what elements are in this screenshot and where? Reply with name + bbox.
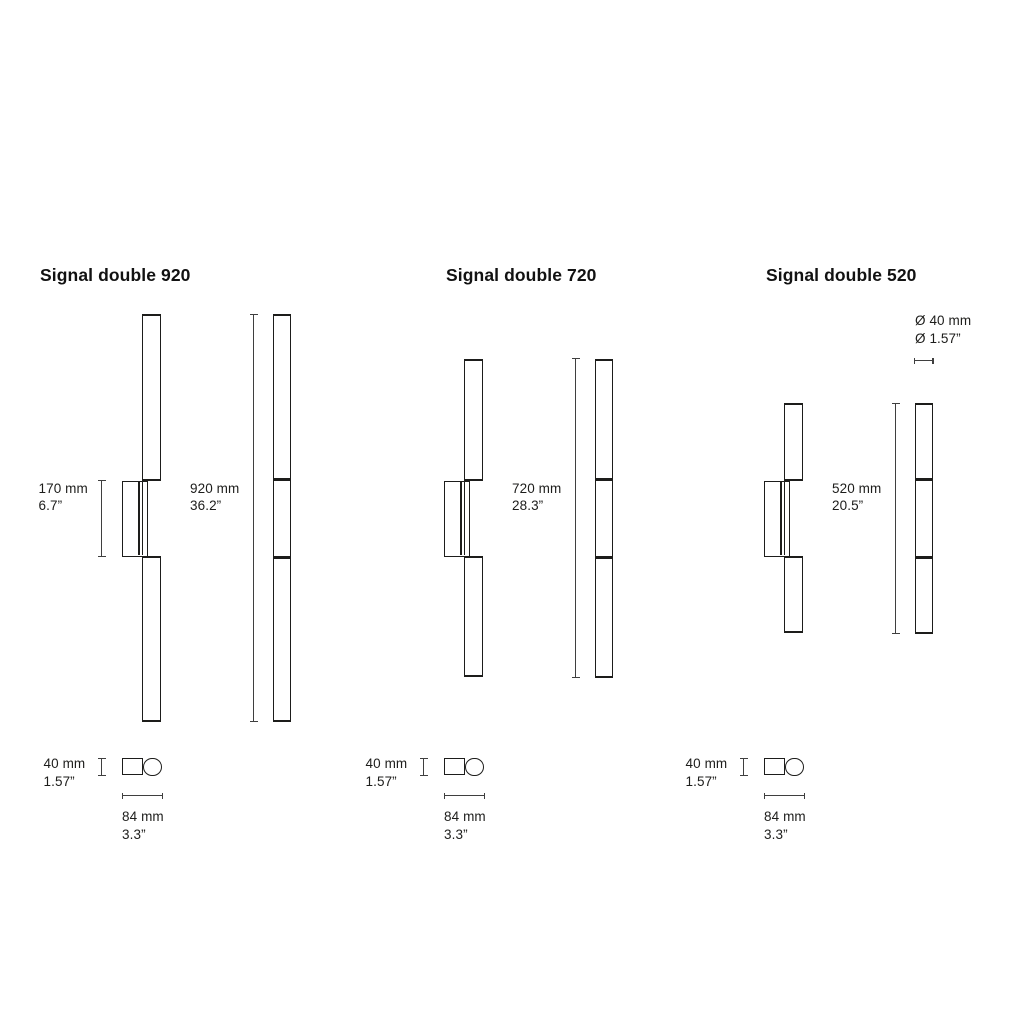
width-dimension-520-line [764,795,804,796]
top-view-bracket-520 [764,758,785,775]
depth-dim-mm-920: 40 mm [43,755,86,771]
wall-bracket-520 [764,481,790,557]
top-view-tube-circle-920 [143,758,162,777]
height-dimension-520-cap-top [892,403,900,404]
width-dim-inch-520: 3.3” [764,826,788,842]
depth-dimension-920-line [101,758,102,775]
diameter-dim-mm-520: Ø 40 mm [915,313,972,328]
depth-dim-inch-720: 1.57” [365,773,397,789]
wall-bracket-920 [122,481,148,557]
front-upper-tube-720 [464,359,483,481]
height-dim-mm-720: 720 mm [512,480,562,496]
diameter-dimension-520-cap-right [932,358,933,365]
top-view-tube-circle-720 [465,758,484,777]
width-dim-inch-720: 3.3” [444,826,468,842]
side-joint-bottom-920 [274,556,290,558]
height-dim-mm-520: 520 mm [832,480,882,496]
depth-dim-inch-520: 1.57” [685,773,717,789]
bracket-inner-line-920 [138,482,139,555]
side-joint-top-720 [596,478,612,480]
diameter-dim-inch-520: Ø 1.57” [915,331,961,346]
width-dimension-520-cap-right [804,793,805,800]
bracket-dim-inch-920: 6.7” [38,497,63,513]
tube-edge-line-520 [784,482,785,555]
bracket-inner-line-720 [460,482,461,555]
height-dimension-520-line [895,403,896,634]
height-dim-inch-720: 28.3” [512,497,544,513]
height-dim-mm-920: 920 mm [190,480,240,496]
lamp-title-920: Signal double 920 [40,264,191,285]
height-dim-inch-520: 20.5” [832,497,864,513]
side-view-tube-720 [595,359,614,678]
lamp-title-520: Signal double 520 [766,264,917,285]
height-dimension-920-line [253,314,254,722]
front-upper-tube-920 [142,314,161,481]
depth-dim-mm-720: 40 mm [365,755,408,771]
depth-dim-inch-920: 1.57” [43,773,75,789]
height-dimension-520-cap-bottom [892,633,900,634]
front-upper-tube-520 [784,403,803,481]
top-view-bracket-720 [444,758,465,775]
width-dim-inch-920: 3.3” [122,826,146,842]
side-joint-top-920 [274,478,290,480]
width-dimension-720-line [444,795,484,796]
depth-dimension-920-cap-top [98,758,106,759]
width-dimension-920-cap-left [122,793,123,800]
diameter-dimension-520-line [915,360,934,361]
tube-edge-line-920 [142,482,143,555]
height-dimension-920-cap-bottom [250,721,258,722]
bracket-inner-line-520 [780,482,781,555]
depth-dimension-520-cap-top [740,758,748,759]
side-joint-top-520 [916,478,932,480]
top-view-bracket-920 [122,758,143,775]
tube-edge-line-720 [464,482,465,555]
front-lower-tube-520 [784,556,803,633]
depth-dimension-720-line [423,758,424,775]
side-joint-bottom-720 [596,556,612,558]
front-lower-tube-920 [142,556,161,722]
width-dimension-720-cap-left [444,793,445,800]
width-dim-mm-920: 84 mm [122,808,164,824]
width-dimension-920-cap-right [162,793,163,800]
height-dimension-720-line [575,359,576,678]
depth-dimension-520-cap-bottom [740,775,748,776]
width-dimension-720-cap-right [484,793,485,800]
bracket-dimension-920-cap-bottom [98,556,106,557]
width-dim-mm-520: 84 mm [764,808,806,824]
side-joint-bottom-520 [916,556,932,558]
width-dimension-920-line [122,795,162,796]
depth-dimension-520-line [743,758,744,775]
top-view-tube-circle-520 [785,758,804,777]
height-dim-inch-920: 36.2” [190,497,222,513]
height-dimension-720-cap-bottom [572,677,580,678]
depth-dimension-720-cap-bottom [420,775,428,776]
depth-dimension-720-cap-top [420,758,428,759]
side-view-tube-520 [915,403,934,634]
width-dim-mm-720: 84 mm [444,808,486,824]
wall-bracket-720 [444,481,470,557]
depth-dim-mm-520: 40 mm [685,755,728,771]
diameter-dimension-520-cap-left [914,358,915,365]
bracket-dim-mm-920: 170 mm [38,480,88,496]
bracket-dimension-920-cap-top [98,480,106,481]
lamp-title-720: Signal double 720 [446,264,597,285]
front-lower-tube-720 [464,556,483,677]
width-dimension-520-cap-left [764,793,765,800]
side-view-tube-920 [273,314,292,722]
height-dimension-920-cap-top [250,314,258,315]
bracket-dimension-920-line [101,481,102,557]
height-dimension-720-cap-top [572,358,580,359]
depth-dimension-920-cap-bottom [98,775,106,776]
